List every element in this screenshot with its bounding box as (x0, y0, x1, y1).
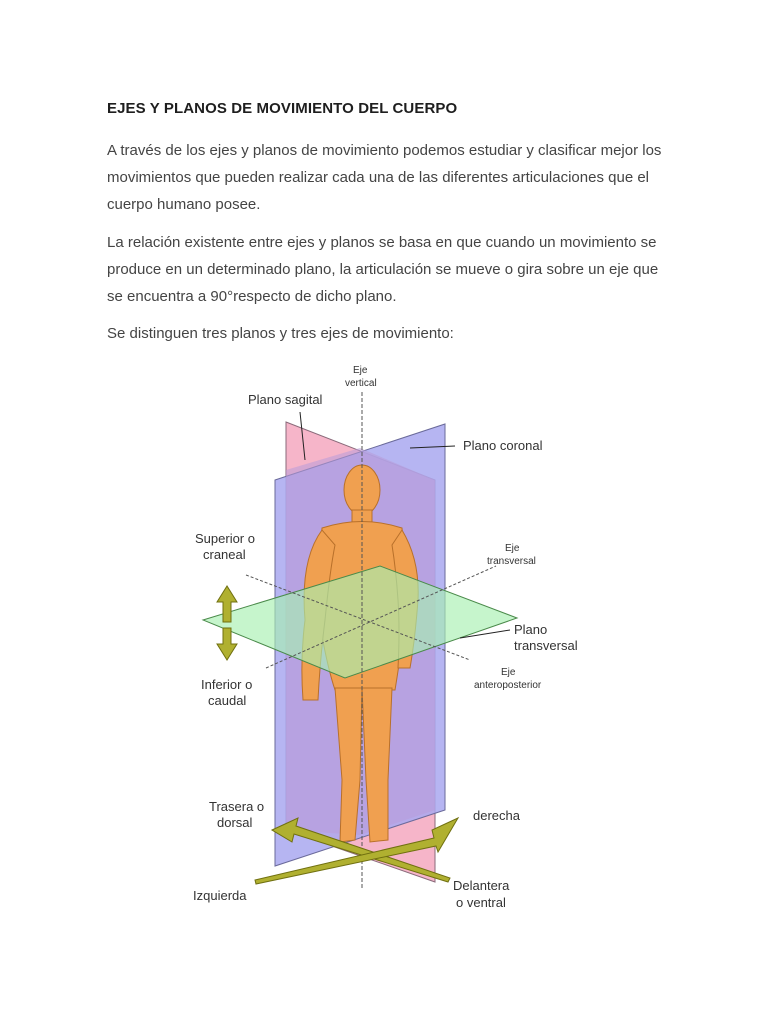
eje-vertical-label-1: Eje (353, 365, 368, 376)
paragraph-1: A través de los ejes y planos de movimiento podemos estudiar y clasificar mejor los movimientos que pueden realizar cada una de las diferentes articulaciones que el cuerpo humano posee. (107, 142, 662, 213)
eje-transversal-label-1: Eje (505, 543, 520, 554)
document-title: EJES Y PLANOS DE MOVIMIENTO DEL CUERPO (107, 100, 458, 117)
eje-transversal-label-2: transversal (487, 556, 536, 567)
body-planes-figure (0, 355, 768, 925)
body-planes-diagram (0, 355, 768, 925)
inferior-label-1: Inferior o (201, 677, 253, 692)
delantera-label-1: Delantera (453, 878, 510, 893)
plano-transversal-label-2: transversal (514, 638, 578, 653)
eje-vertical-label-2: vertical (345, 378, 377, 389)
inferior-label-2: caudal (208, 693, 247, 708)
delantera-label-2: o ventral (456, 895, 506, 910)
plano-transversal-label-1: Plano (514, 622, 548, 637)
trasera-label-1: Trasera o (209, 799, 265, 814)
plano-coronal-label: Plano coronal (463, 438, 543, 453)
paragraph-3: Se distinguen tres planos y tres ejes de movimiento: (107, 325, 454, 342)
superior-label-2: craneal (203, 547, 246, 562)
transverse-plane (203, 566, 517, 678)
superior-label-1: Superior o (195, 531, 255, 546)
derecha-label: derecha (473, 808, 520, 823)
eje-ap-label-1: Eje (501, 667, 516, 678)
trasera-label-2: dorsal (217, 815, 253, 830)
izquierda-label: Izquierda (193, 888, 247, 903)
plano-sagital-label: Plano sagital (248, 392, 323, 407)
eje-ap-label-2: anteroposterior (474, 680, 542, 691)
paragraph-2: La relación existente entre ejes y planos se basa en que cuando un movimiento se produce en un determinado plano, la articulación se mueve o gira sobre un eje que se encuentra a 90°respecto de dicho plano. (107, 234, 659, 305)
